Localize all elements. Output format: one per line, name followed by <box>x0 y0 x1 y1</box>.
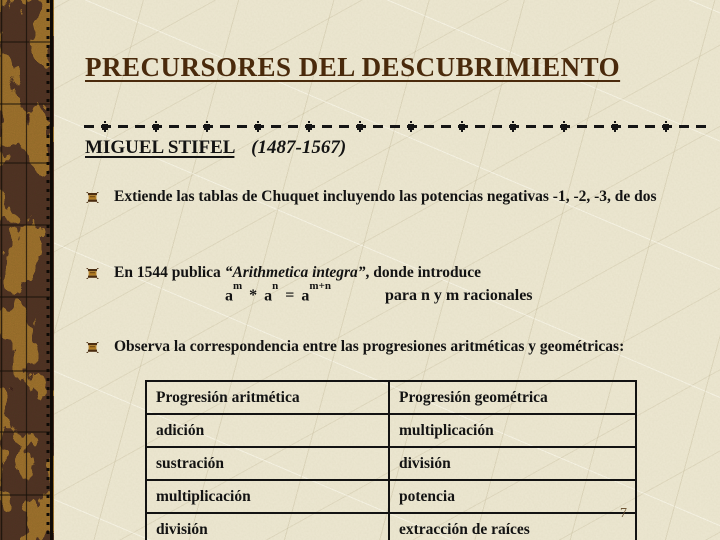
table-cell: potencia <box>389 480 636 513</box>
table-row <box>146 447 636 480</box>
formula-exp-2: n <box>272 280 279 293</box>
subtitle-name: MIGUEL STIFEL <box>85 137 235 158</box>
formula-exp-1: m <box>233 280 243 293</box>
table-row <box>146 513 636 540</box>
table-header-row <box>146 381 636 414</box>
table-cell: división <box>146 513 389 540</box>
slide-title: PRECURSORES DEL DESCUBRIMIENTO <box>85 52 621 82</box>
table-cell: adición <box>146 414 389 447</box>
exponent-formula <box>225 280 533 305</box>
bullet-text-2 <box>114 262 661 284</box>
formula-operator: * <box>249 287 258 305</box>
formula-equals: = <box>285 287 295 305</box>
formula-base-2: a <box>264 287 273 305</box>
table-cell: sustración <box>146 447 389 480</box>
table-cell: extracción de raíces <box>389 513 636 540</box>
progressions-table <box>145 380 637 540</box>
formula-base-3: a <box>301 287 310 305</box>
table-cell: división <box>389 447 636 480</box>
subtitle <box>85 137 346 159</box>
table-cell: multiplicación <box>389 414 636 447</box>
page-number: 7 <box>620 506 627 521</box>
bullet-text-1: Extiende las tablas de Chuquet incluyendo las potencias negativas -1, -2, -3, de dos <box>114 188 657 205</box>
bullet-item-3 <box>86 336 661 358</box>
table-row <box>146 480 636 513</box>
table-row <box>146 414 636 447</box>
book-title: “Arithmetica integra” <box>224 264 366 281</box>
decorative-border-strip <box>0 0 54 540</box>
bullet-text-3: Observa la correspondencia entre las progresiones aritméticas y geométricas: <box>114 338 625 355</box>
bullet-item-2 <box>86 262 661 284</box>
subtitle-dates: (1487-1567) <box>251 137 347 158</box>
ornament-stamp-icon <box>86 266 100 284</box>
formula-note: para n y m racionales <box>384 287 533 305</box>
dashed-separator <box>84 121 710 132</box>
ornament-stamp-icon <box>86 340 100 358</box>
formula-base-1: a <box>225 287 233 305</box>
bullet-item-1 <box>86 186 661 208</box>
bullet-2-before: En 1544 publica <box>114 264 225 281</box>
formula-exp-3: m+n <box>309 280 331 293</box>
ornament-stamp-icon <box>86 190 100 208</box>
table-header-cell: Progresión aritmética <box>146 381 389 414</box>
table-cell: multiplicación <box>146 480 389 513</box>
bullet-2-after: , donde introduce <box>365 264 482 281</box>
table-header-cell: Progresión geométrica <box>389 381 636 414</box>
